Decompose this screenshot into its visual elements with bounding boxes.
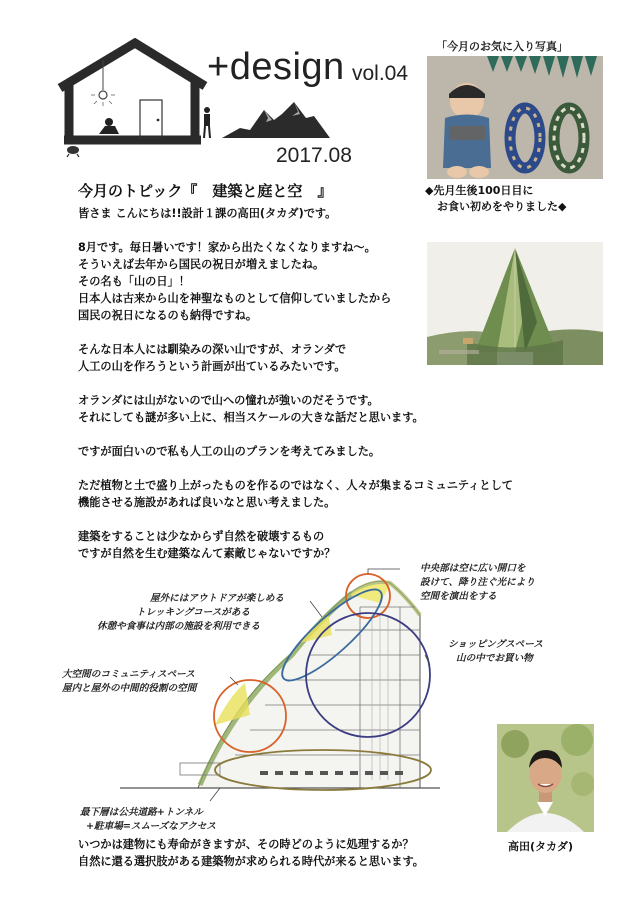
author-photo — [497, 724, 594, 832]
annotation-line: 屋外にはアウトドアが楽しめる — [150, 593, 285, 604]
closing-text — [78, 836, 424, 870]
annotation-line: +駐車場=スムーズなアクセス — [86, 821, 216, 832]
annotation-line: 最下層は公共道路+トンネル — [80, 807, 203, 818]
body-line: いつかは建物にも寿命がきますが、その時どのように処理するか？ — [78, 838, 414, 851]
brand-title: +design — [207, 46, 345, 88]
body-line: 機能させる施設があれば良いなと思い考えました。 — [78, 496, 336, 509]
annotation-line: 空間を演出をする — [420, 591, 497, 602]
body-line: 人工の山を作ろうという計画が出ているみたいです。 — [78, 360, 346, 373]
mountain-icon — [222, 100, 332, 142]
annotation-outdoor-trek — [136, 606, 250, 620]
baby-photo — [427, 56, 603, 179]
house-logo — [55, 38, 215, 158]
annotation-line: トレッキングコースがある — [136, 607, 251, 618]
body-line: そういえば去年から国民の祝日が増えましたね。 — [78, 258, 325, 271]
artificial-mountain-photo — [427, 242, 603, 365]
annotation-center-opening — [420, 562, 535, 604]
annotation-line: 中央部は空に広い開口を — [420, 563, 526, 574]
body-line: ですが自然を生む建築なんて素敵じゃないですか？ — [78, 547, 336, 560]
caption-line: ◆先月生後100日目に — [425, 184, 534, 197]
body-line: 8月です。毎日暑いです！家から出たくなくなりますね～。 — [78, 241, 376, 254]
issue-date: 2017.08 — [276, 144, 352, 167]
annotation-outdoor-trek — [97, 620, 260, 634]
author-name: 高田(タカダ) — [508, 840, 574, 853]
annotation-line: ショッピングスペース — [448, 639, 543, 650]
body-line: その名も「山の日」！ — [78, 275, 190, 288]
body-line: それにしても謎が多い上に、相当スケールの大きな話だと思います。 — [78, 411, 424, 424]
body-line: 自然に還る選択肢がある建築物が求められる時代が来ると思います。 — [78, 855, 424, 868]
body-line: 皆さま こんにちは!!設計１課の高田(タカダ)です。 — [78, 207, 337, 220]
body-line: 日本人は古来から山を神聖なものとして信仰していましたから — [78, 292, 392, 305]
annotation-line: 大空間のコミュニティスペース — [62, 669, 195, 680]
annotation-line: 設けて、降り注ぐ光により — [420, 577, 535, 588]
annotation-community-space — [62, 668, 196, 696]
annotation-outdoor-trek — [150, 592, 284, 606]
body-line: ですが面白いので私も人工の山のプランを考えてみました。 — [78, 445, 381, 458]
volume-number: vol.04 — [352, 62, 409, 85]
caption-line: お食い初めをやりました◆ — [437, 200, 567, 213]
body-line: そんな日本人には馴染みの深い山ですが、オランダで — [78, 343, 347, 356]
body-line: オランダには山がないので山への憧れが強いのだそうです。 — [78, 394, 379, 407]
annotation-line: 休憩や食事は内部の施設を利用できる — [97, 621, 261, 632]
body-line: 国民の祝日になるのも納得ですね。 — [78, 309, 258, 322]
annotation-shopping — [448, 638, 543, 666]
annotation-line: 山の中でお買い物 — [456, 653, 533, 664]
annotation-line: 屋内と屋外の中間的役割の空間 — [62, 683, 197, 694]
topic-heading: 今月のトピック『 建築と庭と空 』 — [78, 182, 333, 200]
favorite-photo-title: 「今月のお気に入り写真」 — [436, 40, 568, 53]
body-line: ただ植物と土で盛り上がったものを作るのではなく、人々が集まるコミュニティとして — [78, 479, 513, 492]
annotation-bottom-level — [80, 806, 216, 834]
body-line: 建築をすることは少なからず自然を破壊するもの — [78, 530, 325, 543]
